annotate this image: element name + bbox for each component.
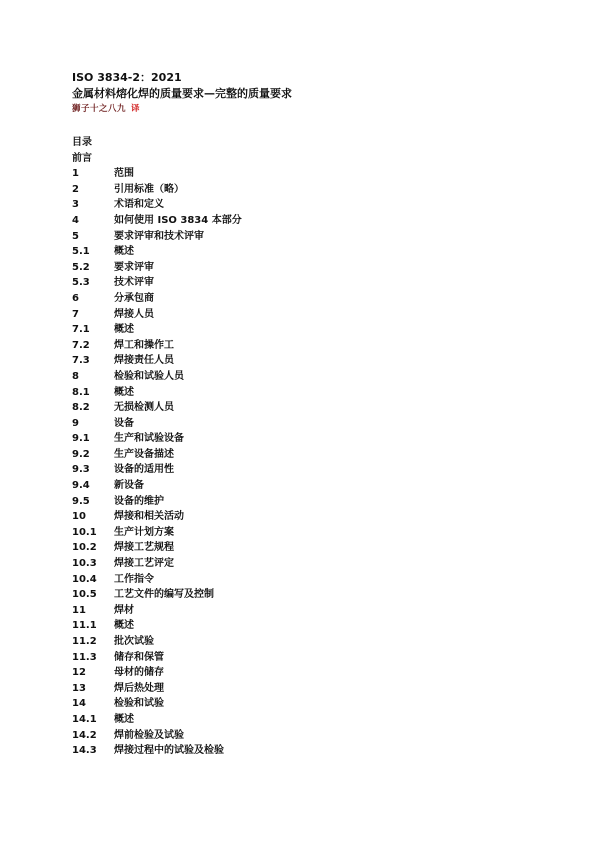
toc-entry[interactable]: [72, 603, 542, 619]
toc-entry-title: 批次试验: [114, 636, 154, 647]
toc-entry-number: 9: [72, 417, 79, 429]
toc-entry-number: 1: [72, 168, 79, 180]
toc-entry[interactable]: [72, 556, 542, 572]
toc-entry-number: 13: [72, 682, 86, 694]
toc-entry-number: 11.2: [72, 636, 97, 647]
toc-entry-number: 9.5: [72, 495, 90, 507]
toc-entry-number: 14.2: [72, 729, 97, 741]
toc-entry[interactable]: [72, 431, 542, 447]
toc-entry-number: 9.1: [72, 433, 90, 445]
toc-entry-number: 6: [72, 292, 79, 304]
toc-entry-title: 概述: [114, 713, 134, 725]
toc-entry-title: 生产和试验设备: [114, 433, 184, 445]
toc-entry[interactable]: [72, 260, 542, 276]
toc-entry[interactable]: [72, 509, 542, 525]
translator-mark: 译: [131, 104, 141, 114]
toc-entry-title: 生产计划方案: [114, 526, 174, 538]
toc-entry-number: 10.4: [72, 573, 97, 585]
toc-entry-title: 术语和定义: [114, 199, 164, 211]
toc-entry-title: 设备的适用性: [114, 464, 174, 476]
toc-entry[interactable]: [72, 650, 542, 666]
toc-entry-number: 8: [72, 370, 79, 382]
toc-entry-number: 11.3: [72, 651, 97, 663]
toc-entry-title: 要求评审: [114, 261, 154, 273]
toc-entry-number: 9.3: [72, 464, 90, 476]
translator-name: 狮子十之八九: [72, 104, 127, 114]
toc-heading: 目录: [72, 137, 92, 148]
toc-entry[interactable]: [72, 291, 542, 307]
toc-entry-number: 8.2: [72, 402, 90, 414]
toc-entry[interactable]: [72, 416, 542, 432]
toc-entry-title: 焊接工艺规程: [114, 542, 174, 554]
toc-entry[interactable]: [72, 696, 542, 712]
toc-entry-number: 10.3: [72, 558, 97, 570]
toc-entry-number: 9.2: [72, 448, 90, 460]
toc-entry[interactable]: [72, 307, 542, 323]
toc-entry[interactable]: [72, 213, 542, 229]
toc-entry-title: 工作指令: [114, 573, 154, 585]
toc-entry-number: 8.1: [72, 386, 90, 398]
document-page: [72, 70, 542, 759]
toc-entry-title: 分承包商: [114, 292, 154, 304]
toc-entry-number: 3: [72, 199, 79, 211]
toc-entry-title: 检验和试验人员: [114, 370, 184, 382]
toc-entry[interactable]: [72, 369, 542, 385]
toc-entry-number: 10.2: [72, 542, 97, 554]
document-title-standard: ISO 3834-2：2021: [72, 71, 182, 84]
toc-entry-title: 储存和保管: [114, 651, 164, 663]
toc-entry-title: 焊接工艺评定: [114, 558, 174, 570]
toc-entry[interactable]: [72, 572, 542, 588]
toc-entry[interactable]: [72, 681, 542, 697]
toc-entry-number: 7.1: [72, 324, 90, 336]
toc-entry-title: 概述: [114, 324, 134, 336]
toc-entry-number: 10.1: [72, 526, 97, 538]
toc-entry-title: 范围: [114, 168, 134, 180]
toc-entry[interactable]: [72, 618, 542, 634]
toc-entry-title: 新设备: [114, 480, 144, 492]
toc-entry-title: 母材的储存: [114, 667, 164, 679]
toc-entry[interactable]: [72, 166, 542, 182]
toc-entry-title: 引用标准（略）: [114, 183, 184, 195]
toc-entry-title: 无损检测人员: [114, 402, 174, 414]
toc-entry-number: 5.2: [72, 261, 90, 273]
toc-entry[interactable]: [72, 400, 542, 416]
toc-foreword: 前言: [72, 152, 92, 164]
toc-entry[interactable]: [72, 447, 542, 463]
toc-entry[interactable]: [72, 353, 542, 369]
toc-entry-title: 概述: [114, 386, 134, 398]
toc-entry[interactable]: [72, 478, 542, 494]
toc-entry-number: 10: [72, 511, 86, 523]
toc-entry[interactable]: [72, 540, 542, 556]
toc-entry-number: 2: [72, 183, 79, 195]
toc-entry-number: 11.1: [72, 620, 97, 632]
toc-entry-title: 概述: [114, 620, 134, 632]
toc-entry-number: 14.1: [72, 713, 97, 725]
toc-entry[interactable]: [72, 743, 542, 759]
toc-entry[interactable]: [72, 634, 542, 650]
toc-entry-title: 焊接人员: [114, 308, 154, 320]
toc-entry-number: 9.4: [72, 480, 90, 492]
toc-entry-number: 10.5: [72, 589, 97, 601]
toc-entry-title: 生产设备描述: [114, 448, 174, 460]
toc-entry-number: 14.3: [72, 745, 97, 757]
toc-entry-title: 要求评审和技术评审: [114, 230, 204, 242]
toc-entry[interactable]: [72, 525, 542, 541]
toc-entry-number: 12: [72, 667, 86, 679]
toc-entry-number: 5: [72, 230, 79, 242]
toc-entry[interactable]: [72, 229, 542, 245]
toc-entry-title: 概述: [114, 246, 134, 258]
toc-entry-title: 如何使用 ISO 3834 本部分: [114, 214, 242, 226]
toc-entry-number: 4: [72, 214, 79, 226]
toc-entry[interactable]: [72, 587, 542, 603]
toc-entry[interactable]: [72, 322, 542, 338]
toc-entry-title: 焊接责任人员: [114, 355, 174, 367]
toc-entry-title: 焊材: [114, 604, 134, 616]
toc-entry-number: 7.3: [72, 355, 90, 367]
toc-entry-title: 检验和试验: [114, 698, 164, 710]
toc-entry-title: 设备: [114, 417, 134, 429]
toc-entry-title: 焊工和操作工: [114, 339, 174, 351]
toc-entry[interactable]: [72, 244, 542, 260]
toc-entry-title: 工艺文件的编写及控制: [114, 589, 214, 601]
toc-entry-title: 焊接过程中的试验及检验: [114, 745, 224, 757]
toc-entry-title: 焊前检验及试验: [114, 729, 184, 741]
table-of-contents: [72, 166, 542, 759]
toc-entry[interactable]: [72, 385, 542, 401]
translator-signature: [72, 103, 542, 115]
toc-entry[interactable]: [72, 197, 542, 213]
toc-entry[interactable]: [72, 712, 542, 728]
toc-entry-number: 5.3: [72, 277, 90, 289]
toc-entry[interactable]: [72, 275, 542, 291]
toc-entry[interactable]: [72, 462, 542, 478]
toc-entry-number: 14: [72, 698, 86, 710]
toc-entry[interactable]: [72, 494, 542, 510]
toc-entry-title: 焊接和相关活动: [114, 511, 184, 523]
toc-entry-number: 7: [72, 308, 79, 320]
toc-entry[interactable]: [72, 665, 542, 681]
toc-entry-title: 焊后热处理: [114, 682, 164, 694]
toc-entry[interactable]: [72, 182, 542, 198]
document-title: 金属材料熔化焊的质量要求—完整的质量要求: [72, 87, 292, 100]
toc-entry-number: 5.1: [72, 246, 90, 258]
toc-entry[interactable]: [72, 338, 542, 354]
toc-entry[interactable]: [72, 728, 542, 744]
toc-entry-title: 技术评审: [114, 277, 154, 289]
toc-entry-number: 7.2: [72, 339, 90, 351]
toc-entry-number: 11: [72, 604, 86, 616]
toc-entry-title: 设备的维护: [114, 495, 164, 507]
